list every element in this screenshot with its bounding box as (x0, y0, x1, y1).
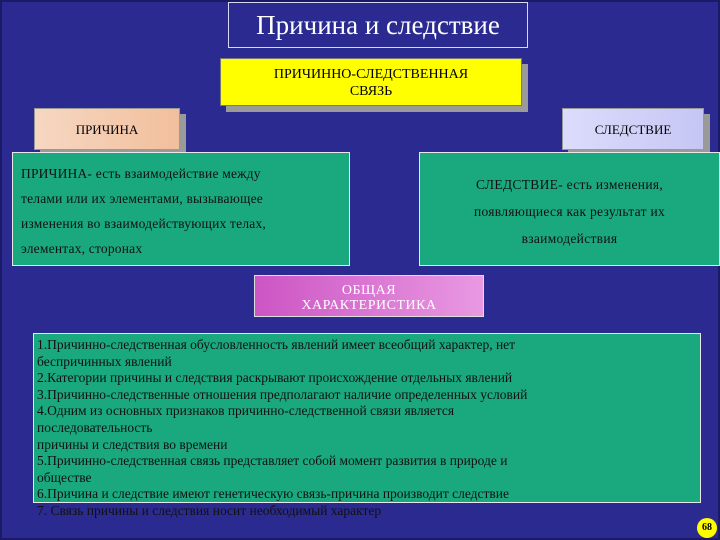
list-item: беспричинных явлений (37, 353, 172, 369)
general-characteristic-box (254, 275, 484, 317)
cause-definition-box (12, 152, 350, 266)
list-item: причины и следствия во времени (37, 436, 228, 452)
list-item: обществе (37, 469, 92, 485)
cause-label-box (34, 108, 180, 150)
causal-link-line-2: СВЯЗЬ (349, 84, 393, 99)
list-item: 3.Причинно-следственные отношения предполагают наличие определенных условий (37, 386, 528, 402)
list-item: последовательность (37, 419, 153, 435)
effect-label: СЛЕДСТВИЕ (594, 122, 672, 137)
effect-definition-line: СЛЕДСТВИЕ- есть изменения, (475, 177, 664, 192)
general-line-1: ОБЩАЯ (341, 283, 397, 298)
list-item: 7. Связь причины и следствия носит необходимый характер (37, 502, 382, 518)
causal-link-box (220, 58, 522, 106)
list-item: 5.Причинно-следственная связь представляет собой момент развития в природе и (37, 453, 508, 469)
cause-definition-line: элементах, сторонах (21, 241, 143, 256)
list-item: 6.Причина и следствие имеют генетическую связь-причина производит следствие (37, 486, 510, 502)
slide-title: Причина и следствие (228, 2, 528, 48)
cause-definition-line: изменения во взаимодействующих телах, (21, 216, 267, 231)
characteristics-list (33, 333, 701, 518)
effect-label-box (562, 108, 704, 150)
cause-definition-line: телами или их элементами, вызывающее (21, 191, 263, 206)
effect-definition-line: появляющиеся как результат их (473, 204, 666, 219)
cause-definition-line: ПРИЧИНА- есть взаимодействие между (21, 166, 261, 181)
list-item: 1.Причинно-следственная обусловленность явлений имеет всеобщий характер, нет (37, 337, 516, 352)
list-item: 4.Одним из основных признаков причинно-следственной связи является (37, 403, 455, 419)
page-number-badge: 68 (697, 518, 717, 538)
list-item: 2.Категории причины и следствия раскрывают происхождение отдельных явлений (37, 370, 513, 386)
effect-definition-box (419, 152, 720, 266)
cause-label: ПРИЧИНА (75, 122, 139, 137)
general-line-2: ХАРАКТЕРИСТИКА (301, 298, 437, 313)
effect-definition-line: взаимодействия (521, 231, 618, 246)
causal-link-line-1: ПРИЧИННО-СЛЕДСТВЕННАЯ (273, 67, 469, 82)
